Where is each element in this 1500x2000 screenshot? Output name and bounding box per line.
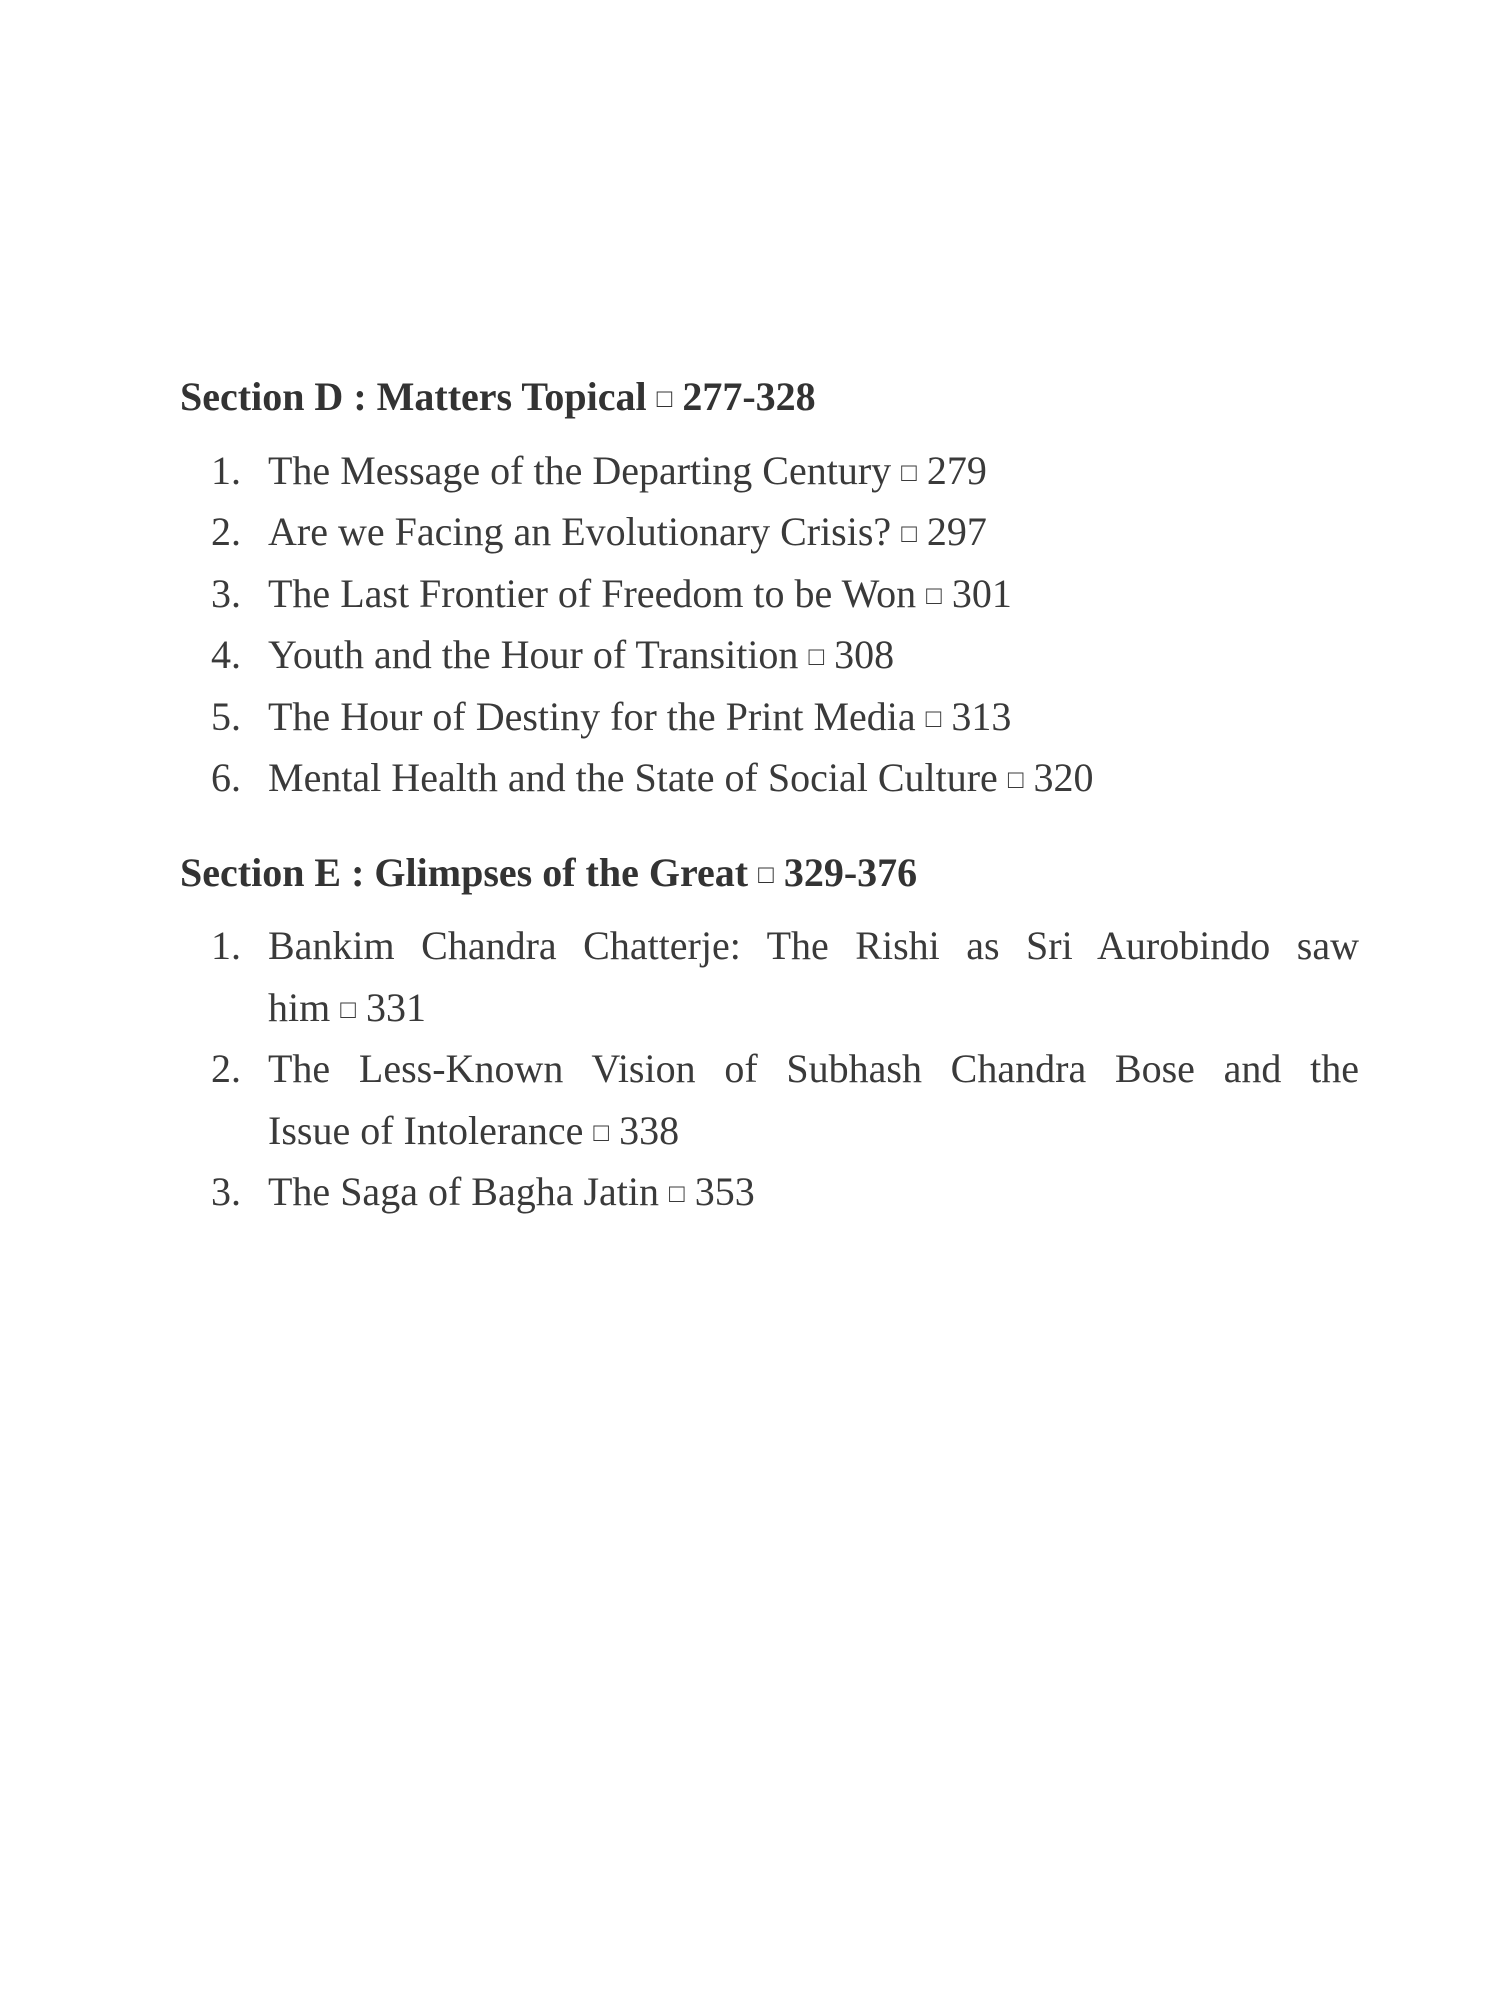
entry-title-line (268, 1100, 1359, 1164)
entry-title-line (268, 1038, 1359, 1100)
entry-title-line (268, 440, 1359, 504)
toc-entry[interactable] (211, 747, 1359, 811)
entry-title: The Less-Known Vision of Subhash Chandra Bose and the (268, 1046, 1359, 1091)
entry-title-line (268, 915, 1359, 977)
section-heading (180, 372, 816, 424)
toc-entry[interactable] (211, 501, 1359, 565)
square-bullet-icon: □ (758, 860, 774, 889)
entry-title: The Hour of Destiny for the Print Media (268, 694, 916, 739)
entry-title: him (268, 984, 331, 1030)
square-bullet-icon: □ (669, 1179, 685, 1208)
entry-title-line (268, 747, 1359, 811)
entry-number: 3. (211, 571, 241, 616)
entry-page-number: 308 (834, 632, 895, 677)
entry-title-line (268, 977, 1359, 1041)
entry-title-line (268, 501, 1359, 565)
square-bullet-icon: □ (593, 1117, 610, 1147)
entry-number: 2. (211, 1046, 241, 1091)
square-bullet-icon: □ (808, 642, 825, 671)
entry-title-line (268, 1161, 1359, 1225)
toc-entry[interactable] (211, 1161, 1359, 1225)
entry-title: The Saga of Bagha Jatin (268, 1169, 659, 1214)
toc-entry[interactable] (211, 563, 1359, 627)
entry-page-number: 320 (1033, 755, 1094, 800)
section-title: Section E : Glimpses of the Great (180, 850, 749, 895)
entry-number: 4. (211, 632, 241, 677)
square-bullet-icon: □ (925, 704, 942, 733)
section-title: Section D : Matters Topical (180, 374, 647, 419)
entry-number: 3. (211, 1169, 241, 1214)
entry-title: The Last Frontier of Freedom to be Won (268, 571, 917, 616)
square-bullet-icon: □ (340, 994, 356, 1024)
square-bullet-icon: □ (901, 458, 917, 487)
toc-entry[interactable] (211, 915, 1359, 1040)
square-bullet-icon: □ (656, 384, 673, 413)
toc-entry[interactable] (211, 686, 1359, 750)
entry-page-number: 297 (926, 509, 987, 554)
entry-title: Mental Health and the State of Social Culture (268, 755, 998, 800)
entry-page-number: 279 (926, 448, 987, 493)
entry-number: 1. (211, 923, 241, 968)
entry-number: 6. (211, 755, 241, 800)
section-page-range: 277-328 (682, 374, 816, 419)
entry-title: Are we Facing an Evolutionary Crisis? (268, 509, 892, 554)
section-page-range: 329-376 (783, 850, 918, 895)
entry-page-number: 301 (951, 571, 1012, 616)
entry-title: The Message of the Departing Century (268, 448, 892, 493)
section-heading (180, 848, 917, 900)
entry-number: 2. (211, 509, 241, 554)
entry-number: 5. (211, 694, 241, 739)
entry-title: Youth and the Hour of Transition (268, 632, 799, 677)
entry-number: 1. (211, 448, 241, 493)
toc-entry[interactable] (211, 1038, 1359, 1163)
entry-title: Bankim Chandra Chatterje: The Rishi as Sri Aurobindo saw (268, 923, 1359, 968)
toc-entry[interactable] (211, 440, 1359, 504)
entry-page-number: 313 (951, 694, 1012, 739)
toc-entry[interactable] (211, 624, 1359, 688)
entry-page-number: 353 (694, 1169, 755, 1214)
entry-title: Issue of Intolerance (268, 1107, 584, 1153)
entry-title-line (268, 563, 1359, 627)
square-bullet-icon: □ (1007, 765, 1024, 794)
square-bullet-icon: □ (901, 519, 917, 548)
entry-title-line (268, 624, 1359, 688)
entry-title-line (268, 686, 1359, 750)
entry-page-number: 338 (619, 1107, 680, 1153)
square-bullet-icon: □ (926, 581, 942, 610)
entry-page-number: 331 (365, 984, 426, 1030)
